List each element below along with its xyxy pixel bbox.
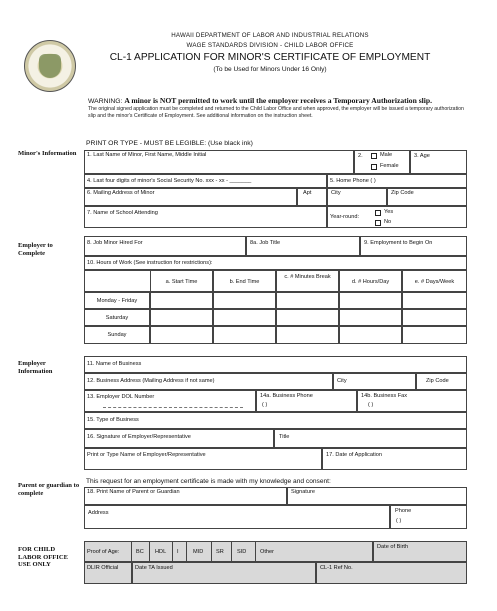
minor-sex-field: 2. Male Female xyxy=(354,150,410,174)
sunday-days-cell[interactable] xyxy=(402,326,467,344)
business-city-field[interactable]: City xyxy=(333,373,416,390)
section-parent: Parent or guardian to complete xyxy=(18,482,80,497)
year-round-no-checkbox[interactable] xyxy=(375,220,381,226)
business-phone-field[interactable]: 14a. Business Phone ( ) xyxy=(256,390,357,412)
warning-text: A minor is NOT permitted to work until the employer receives a Temporary Authorization slip. xyxy=(124,96,432,105)
proof-divider xyxy=(186,542,187,561)
weekday-hours-cell[interactable] xyxy=(339,292,402,309)
saturday-days-cell[interactable] xyxy=(402,309,467,326)
minor-school-field[interactable]: 7. Name of School Attending xyxy=(84,206,327,228)
sunday-hours-cell[interactable] xyxy=(339,326,402,344)
minor-city-field[interactable]: City xyxy=(327,188,387,206)
business-type-field[interactable]: 15. Type of Business xyxy=(84,412,467,429)
saturday-end-cell[interactable] xyxy=(213,309,276,326)
proof-divider xyxy=(255,542,256,561)
employer-title-field[interactable]: Title xyxy=(274,429,467,448)
proof-code-mid[interactable]: MID xyxy=(193,549,204,555)
employer-dol-field[interactable]: 13. Employer DOL Number xyxy=(84,390,256,412)
minor-age-field[interactable]: 3. Age xyxy=(410,150,467,174)
business-address-field[interactable]: 12. Business Address (Mailing Address if not same) xyxy=(84,373,333,390)
weekday-days-cell[interactable] xyxy=(402,292,467,309)
hours-grid-corner xyxy=(84,270,150,292)
warning-note: The original signed application must be completed and returned to the Child Labor Office and when approved, the employer will be issued a temporary authorization slip and the minor's Certificate of Employment. See additional information on the instruction sheet. xyxy=(88,106,464,120)
employment-begin-field[interactable]: 9. Employment to Begin On xyxy=(360,236,467,256)
minor-apt-field[interactable]: Apt xyxy=(297,188,327,206)
business-name-field[interactable]: 11. Name of Business xyxy=(84,356,467,373)
weekday-end-cell[interactable] xyxy=(213,292,276,309)
proof-code-bc[interactable]: BC xyxy=(136,549,144,555)
sunday-break-cell[interactable] xyxy=(276,326,339,344)
minor-phone-field[interactable]: 5. Home Phone ( ) xyxy=(327,174,467,188)
parent-phone-field[interactable]: Phone ( ) xyxy=(390,505,467,529)
parent-address-field[interactable]: Address xyxy=(84,505,390,529)
end-time-header: b. End Time xyxy=(213,270,276,292)
application-date-field[interactable]: 17. Date of Application xyxy=(322,448,467,470)
section-employer-complete: Employer to Complete xyxy=(18,242,53,257)
job-title-field[interactable]: 8a. Job Title xyxy=(246,236,360,256)
dlir-official-field[interactable]: DLIR Official xyxy=(84,562,132,584)
sunday-end-cell[interactable] xyxy=(213,326,276,344)
year-round-yes-checkbox[interactable] xyxy=(375,210,381,216)
section-employer-info: Employer Information xyxy=(18,360,53,375)
female-checkbox[interactable] xyxy=(371,164,377,170)
proof-divider xyxy=(149,542,150,561)
days-week-header: e. # Days/Week xyxy=(402,270,467,292)
parent-name-field[interactable]: 18. Print Name of Parent or Guardian xyxy=(84,487,287,505)
proof-code-i[interactable]: I xyxy=(177,549,179,555)
employer-signature-field[interactable]: 16. Signature of Employer/Representative xyxy=(84,429,274,448)
year-round-field: Year-round: Yes No xyxy=(327,206,467,228)
proof-divider xyxy=(231,542,232,561)
weekday-start-cell[interactable] xyxy=(150,292,213,309)
warning-label: WARNING: xyxy=(88,98,123,105)
row-label-sunday: Sunday xyxy=(84,326,150,344)
proof-divider xyxy=(131,542,132,561)
department-name: HAWAII DEPARTMENT OF LABOR AND INDUSTRIAL RELATIONS xyxy=(171,32,369,39)
print-instruction: PRINT OR TYPE - MUST BE LEGIBLE: (Use black ink) xyxy=(86,140,253,147)
consent-statement: This request for an employment certificate is made with my knowledge and consent: xyxy=(86,478,331,485)
sunday-start-cell[interactable] xyxy=(150,326,213,344)
cl1-ref-field[interactable]: CL-1 Ref No. xyxy=(316,562,467,584)
hours-day-header: d. # Hours/Day xyxy=(339,270,402,292)
warning-line xyxy=(88,96,470,105)
state-seal xyxy=(24,40,76,92)
proof-divider xyxy=(172,542,173,561)
proof-of-age-field: Proof of Age: BC HDL I MID SR SID Other xyxy=(84,541,373,562)
saturday-break-cell[interactable] xyxy=(276,309,339,326)
section-office-use: FOR CHILD LABOR OFFICE USE ONLY xyxy=(18,546,69,569)
proof-code-sr[interactable]: SR xyxy=(216,549,224,555)
proof-code-sid[interactable]: SID xyxy=(237,549,247,555)
weekday-break-cell[interactable] xyxy=(276,292,339,309)
proof-code-other[interactable]: Other xyxy=(260,549,274,555)
proof-code-hdl[interactable]: HDL xyxy=(155,549,167,555)
row-label-weekday: Monday - Friday xyxy=(84,292,150,309)
minor-ssn-field[interactable]: 4. Last four digits of minor's Social Security No. xxx - xx - _______ xyxy=(84,174,327,188)
proof-divider xyxy=(211,542,212,561)
dol-number-underline xyxy=(103,407,243,408)
male-checkbox[interactable] xyxy=(371,153,377,159)
business-fax-field[interactable]: 14b. Business Fax ( ) xyxy=(357,390,467,412)
form-subtitle: (To be Used for Minors Under 16 Only) xyxy=(213,66,327,73)
section-minor: Minor's Information xyxy=(18,150,77,157)
parent-signature-field[interactable]: Signature xyxy=(287,487,467,505)
business-zip-field[interactable]: Zip Code xyxy=(416,373,467,390)
break-header: c. # Minutes Break xyxy=(276,270,339,292)
row-label-saturday: Saturday xyxy=(84,309,150,326)
hours-of-work-label: 10. Hours of Work (See instruction for restrictions): xyxy=(84,256,467,270)
form-title: CL-1 APPLICATION FOR MINOR'S CERTIFICATE OF EMPLOYMENT xyxy=(109,52,431,63)
minor-name-field[interactable]: 1. Last Name of Minor, First Name, Middle Initial xyxy=(84,150,354,174)
saturday-hours-cell[interactable] xyxy=(339,309,402,326)
division-name: WAGE STANDARDS DIVISION - CHILD LABOR OFFICE xyxy=(186,42,354,49)
saturday-start-cell[interactable] xyxy=(150,309,213,326)
date-of-birth-field[interactable]: Date of Birth xyxy=(373,541,467,562)
minor-zip-field[interactable]: Zip Code xyxy=(387,188,467,206)
date-ta-issued-field[interactable]: Date TA Issued xyxy=(132,562,316,584)
job-hired-field[interactable]: 8. Job Minor Hired For xyxy=(84,236,246,256)
minor-address-field[interactable]: 6. Mailing Address of Minor xyxy=(84,188,297,206)
start-time-header: a. Start Time xyxy=(150,270,213,292)
employer-printed-name-field[interactable]: Print or Type Name of Employer/Representative xyxy=(84,448,322,470)
